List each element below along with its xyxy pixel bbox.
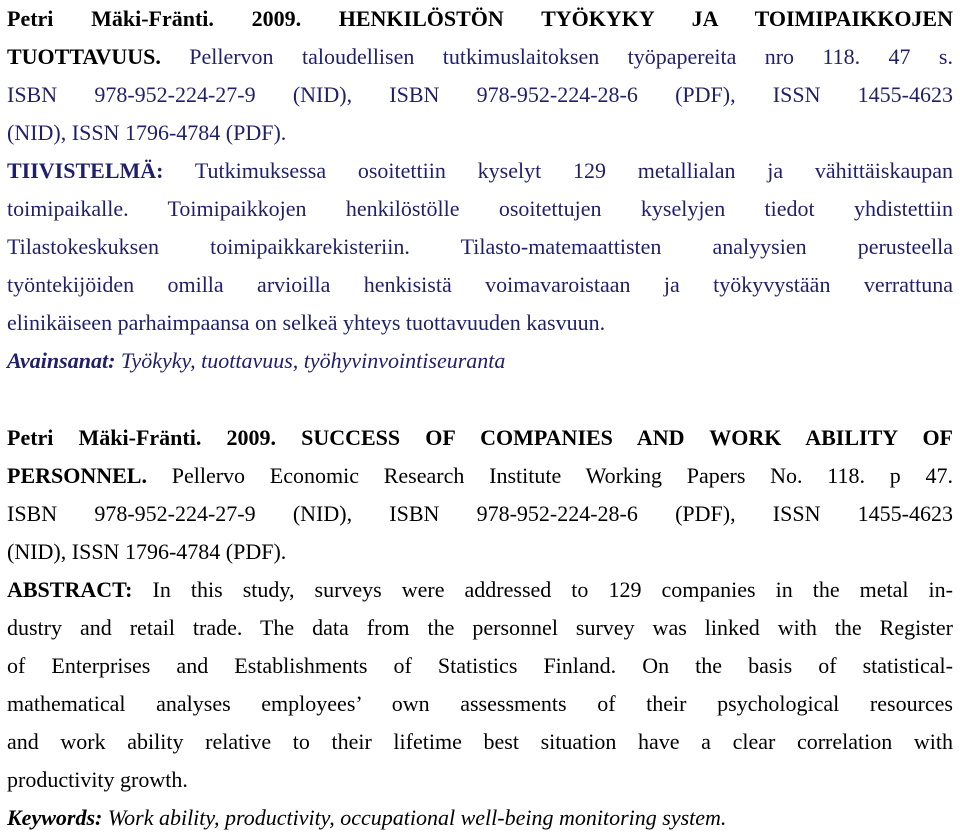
fi-title-part-1: Petri Mäki-Fränti. 2009. HENKILÖSTÖN TYÖKYKY JA TOIMIPAIKKOJEN: [7, 6, 953, 31]
fi-abstract-line-4: [7, 266, 953, 304]
fi-title-line-2: [7, 38, 953, 76]
fi-abstract-text-5: elinikäiseen parhaimpaansa on selkeä yhteys tuottavuuden kasvuun.: [7, 310, 606, 335]
en-keywords-text: Work ability, productivity, occupational well-being monitoring system.: [102, 805, 727, 830]
en-keywords-label: Keywords:: [7, 805, 103, 830]
fi-issn-text: (NID), ISSN 1796-4784 (PDF).: [7, 120, 287, 145]
en-isbn-line: [7, 495, 953, 533]
fi-isbn-line: [7, 76, 953, 114]
fi-abstract-line-5: [7, 304, 605, 342]
en-abstract-line-4: [7, 685, 953, 723]
fi-abstract-text-3: Tilastokeskuksen toimipaikkarekisteriin. Tilasto-matemaattisten analyysien perusteella: [7, 234, 953, 259]
en-title-line-2: [7, 457, 953, 495]
fi-abstract-text-1: Tutkimuksessa osoitettiin kyselyt 129 metallialan ja vähittäiskaupan: [163, 158, 953, 183]
fi-abstract-line-2: [7, 190, 953, 228]
fi-isbn-text: ISBN 978-952-224-27-9 (NID), ISBN 978-952-224-28-6 (PDF), ISSN 1455-4623: [7, 82, 953, 107]
en-abstract-line-5: [7, 723, 953, 761]
en-abstract-text-4: mathematical analyses employees’ own assessments of their psychological resources: [7, 691, 953, 716]
fi-abstract-label: TIIVISTELMÄ:: [7, 158, 164, 183]
en-keywords-line: [7, 799, 726, 837]
fi-keywords-text: Työkyky, tuottavuus, työhyvinvointiseuranta: [115, 348, 506, 373]
en-abstract-text-2: dustry and retail trade. The data from the personnel survey was linked with the Register: [7, 615, 953, 640]
en-publication-series: Pellervo Economic Research Institute Working Papers No. 118. p 47.: [146, 463, 953, 488]
fi-title-line-1: [7, 0, 953, 38]
en-abstract-line-6: [7, 761, 188, 799]
en-title-line-1: [7, 419, 953, 457]
en-abstract-label: ABSTRACT:: [7, 577, 133, 602]
fi-publication-series: Pellervon taloudellisen tutkimuslaitoksen työpapereita nro 118. 47 s.: [160, 44, 953, 69]
fi-abstract-line-1: [7, 152, 953, 190]
en-abstract-text-5: and work ability relative to their lifetime best situation have a clear correlation with: [7, 729, 953, 754]
en-abstract-text-6: productivity growth.: [7, 767, 188, 792]
en-issn-line: [7, 533, 286, 571]
fi-keywords-label: Avainsanat:: [7, 348, 116, 373]
fi-abstract-text-4: työntekijöiden omilla arvioilla henkisistä voimavaroistaan ja työkyvystään verrattuna: [7, 272, 953, 297]
fi-issn-line: [7, 114, 286, 152]
en-abstract-line-3: [7, 647, 953, 685]
en-title-part-1: Petri Mäki-Fränti. 2009. SUCCESS OF COMPANIES AND WORK ABILITY OF: [7, 425, 953, 450]
en-title-part-2: PERSONNEL.: [7, 463, 147, 488]
en-abstract-line-1: [7, 571, 953, 609]
fi-abstract-line-3: [7, 228, 953, 266]
fi-abstract-text-2: toimipaikalle. Toimipaikkojen henkilöstölle osoitettujen kyselyjen tiedot yhdistettiin: [7, 196, 953, 221]
fi-title-part-2: TUOTTAVUUS.: [7, 44, 161, 69]
fi-keywords-line: [7, 342, 505, 380]
en-abstract-text-1: In this study, surveys were addressed to 129 companies in the metal in-: [132, 577, 953, 602]
en-issn-text: (NID), ISSN 1796-4784 (PDF).: [7, 539, 287, 564]
en-abstract-line-2: [7, 609, 953, 647]
en-abstract-text-3: of Enterprises and Establishments of Statistics Finland. On the basis of statistical-: [7, 653, 953, 678]
en-isbn-text: ISBN 978-952-224-27-9 (NID), ISBN 978-952-224-28-6 (PDF), ISSN 1455-4623: [7, 501, 953, 526]
